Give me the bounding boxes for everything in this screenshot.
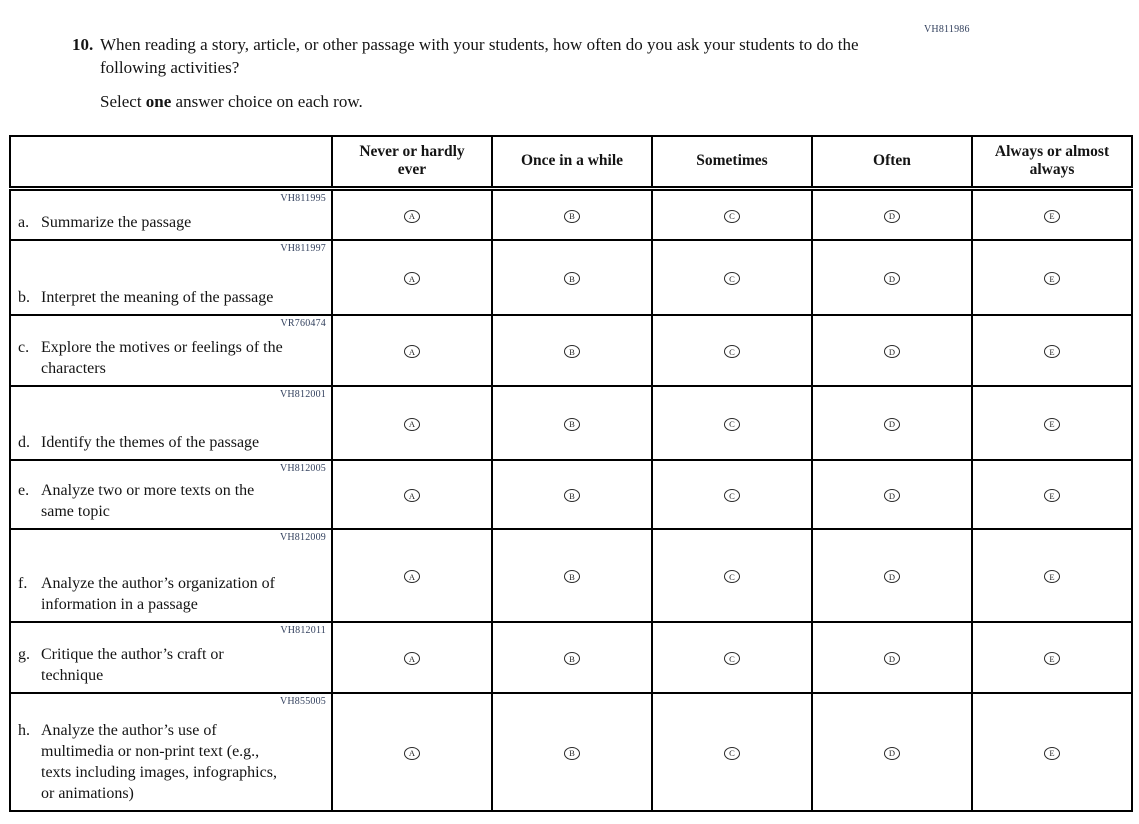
table-row bbox=[10, 529, 1132, 622]
option-cell bbox=[652, 622, 812, 693]
column-header-once-in-a-while: Once in a while bbox=[492, 136, 652, 188]
option-cell bbox=[812, 188, 972, 240]
option-cell bbox=[972, 315, 1132, 386]
table-row bbox=[10, 240, 1132, 315]
question-instruction bbox=[100, 90, 902, 113]
answer-bubble-c[interactable]: C bbox=[724, 570, 740, 583]
answer-bubble-c[interactable]: C bbox=[724, 272, 740, 285]
answer-bubble-b[interactable]: B bbox=[564, 272, 580, 285]
instruction-suffix: answer choice on each row. bbox=[171, 92, 363, 111]
answer-bubble-b[interactable]: B bbox=[564, 418, 580, 431]
response-grid bbox=[9, 135, 1133, 812]
instruction-bold-word: one bbox=[145, 92, 172, 111]
answer-bubble-a[interactable]: A bbox=[404, 210, 420, 223]
answer-bubble-e[interactable]: E bbox=[1044, 570, 1060, 583]
option-cell bbox=[812, 622, 972, 693]
option-cell bbox=[492, 240, 652, 315]
answer-bubble-b[interactable]: B bbox=[564, 210, 580, 223]
answer-bubble-a[interactable]: A bbox=[404, 747, 420, 760]
item-cell bbox=[10, 622, 332, 693]
empty-header-cell bbox=[10, 136, 332, 188]
option-cell bbox=[972, 693, 1132, 811]
answer-bubble-d[interactable]: D bbox=[884, 570, 900, 583]
option-cell bbox=[972, 529, 1132, 622]
option-cell bbox=[332, 529, 492, 622]
option-cell bbox=[972, 240, 1132, 315]
option-cell bbox=[812, 386, 972, 460]
option-cell bbox=[652, 188, 812, 240]
answer-bubble-d[interactable]: D bbox=[884, 652, 900, 665]
option-cell bbox=[332, 315, 492, 386]
option-cell bbox=[492, 529, 652, 622]
item-label: c. Explore the motives or feelings of the characters bbox=[18, 339, 283, 377]
option-cell bbox=[812, 240, 972, 315]
item-cell bbox=[10, 315, 332, 386]
answer-bubble-d[interactable]: D bbox=[884, 747, 900, 760]
option-cell bbox=[972, 188, 1132, 240]
item-code: VH811997 bbox=[280, 243, 326, 254]
option-cell bbox=[332, 386, 492, 460]
answer-bubble-a[interactable]: A bbox=[404, 570, 420, 583]
answer-bubble-c[interactable]: C bbox=[724, 210, 740, 223]
question-block bbox=[72, 33, 902, 113]
option-cell bbox=[492, 460, 652, 529]
answer-bubble-b[interactable]: B bbox=[564, 570, 580, 583]
item-cell bbox=[10, 188, 332, 240]
option-cell bbox=[652, 529, 812, 622]
item-cell bbox=[10, 693, 332, 811]
answer-bubble-e[interactable]: E bbox=[1044, 210, 1060, 223]
answer-bubble-d[interactable]: D bbox=[884, 272, 900, 285]
answer-bubble-b[interactable]: B bbox=[564, 747, 580, 760]
option-cell bbox=[492, 386, 652, 460]
header-row bbox=[10, 136, 1132, 188]
option-cell bbox=[332, 693, 492, 811]
option-cell bbox=[972, 386, 1132, 460]
column-header-never: Never or hardly ever bbox=[332, 136, 492, 188]
item-label: b. Interpret the meaning of the passage bbox=[18, 289, 274, 306]
item-code: VH855005 bbox=[279, 696, 326, 707]
answer-bubble-b[interactable]: B bbox=[564, 652, 580, 665]
answer-bubble-e[interactable]: E bbox=[1044, 345, 1060, 358]
answer-bubble-e[interactable]: E bbox=[1044, 489, 1060, 502]
item-code: VH812011 bbox=[280, 625, 326, 636]
answer-bubble-d[interactable]: D bbox=[884, 345, 900, 358]
option-cell bbox=[812, 693, 972, 811]
option-cell bbox=[652, 240, 812, 315]
answer-bubble-e[interactable]: E bbox=[1044, 272, 1060, 285]
option-cell bbox=[492, 315, 652, 386]
answer-bubble-a[interactable]: A bbox=[404, 418, 420, 431]
option-cell bbox=[492, 622, 652, 693]
answer-bubble-a[interactable]: A bbox=[404, 345, 420, 358]
answer-bubble-a[interactable]: A bbox=[404, 489, 420, 502]
item-cell bbox=[10, 529, 332, 622]
answer-bubble-d[interactable]: D bbox=[884, 210, 900, 223]
question-accession-code: VH811986 bbox=[924, 24, 970, 35]
option-cell bbox=[972, 622, 1132, 693]
item-label: f. Analyze the author’s organization of information in a passage bbox=[18, 575, 275, 613]
table-row bbox=[10, 460, 1132, 529]
table-row bbox=[10, 386, 1132, 460]
answer-bubble-b[interactable]: B bbox=[564, 345, 580, 358]
option-cell bbox=[652, 386, 812, 460]
option-cell bbox=[812, 315, 972, 386]
option-cell bbox=[972, 460, 1132, 529]
option-cell bbox=[332, 622, 492, 693]
question-number: 10. bbox=[72, 35, 94, 54]
answer-bubble-d[interactable]: D bbox=[884, 418, 900, 431]
answer-bubble-c[interactable]: C bbox=[724, 747, 740, 760]
option-cell bbox=[332, 240, 492, 315]
column-header-often: Often bbox=[812, 136, 972, 188]
item-code: VH812001 bbox=[279, 389, 326, 400]
option-cell bbox=[652, 315, 812, 386]
table-row bbox=[10, 622, 1132, 693]
option-cell bbox=[812, 460, 972, 529]
option-cell bbox=[332, 460, 492, 529]
answer-bubble-c[interactable]: C bbox=[724, 345, 740, 358]
item-cell bbox=[10, 386, 332, 460]
item-label: a. Summarize the passage bbox=[18, 214, 192, 231]
instruction-prefix: Select bbox=[100, 92, 146, 111]
answer-bubble-a[interactable]: A bbox=[404, 652, 420, 665]
column-header-always: Always or almost always bbox=[972, 136, 1132, 188]
item-label: e. Analyze two or more texts on the same topic bbox=[18, 482, 255, 520]
item-code: VR760474 bbox=[280, 318, 326, 329]
option-cell bbox=[492, 693, 652, 811]
option-cell bbox=[492, 188, 652, 240]
option-cell bbox=[652, 693, 812, 811]
answer-bubble-c[interactable]: C bbox=[724, 652, 740, 665]
table-row bbox=[10, 188, 1132, 240]
item-cell bbox=[10, 240, 332, 315]
answer-bubble-e[interactable]: E bbox=[1044, 418, 1060, 431]
item-label: g. Critique the author’s craft or technique bbox=[18, 646, 224, 684]
answer-bubble-b[interactable]: B bbox=[564, 489, 580, 502]
item-code: VH812005 bbox=[279, 463, 326, 474]
item-code: VH811995 bbox=[280, 192, 326, 204]
item-label: d. Identify the themes of the passage bbox=[18, 434, 260, 451]
table-row bbox=[10, 693, 1132, 811]
question-text: When reading a story, article, or other passage with your students, how often do you ask your students to do the following activities? bbox=[100, 35, 859, 77]
table-row bbox=[10, 315, 1132, 386]
answer-bubble-c[interactable]: C bbox=[724, 418, 740, 431]
item-label: h. Analyze the author’s use of multimedia or non-print text (e.g., texts including images, infographics, or animations) bbox=[18, 722, 277, 802]
answer-bubble-d[interactable]: D bbox=[884, 489, 900, 502]
option-cell bbox=[652, 460, 812, 529]
answer-bubble-e[interactable]: E bbox=[1044, 747, 1060, 760]
item-cell bbox=[10, 460, 332, 529]
option-cell bbox=[812, 529, 972, 622]
option-cell bbox=[332, 188, 492, 240]
answer-bubble-e[interactable]: E bbox=[1044, 652, 1060, 665]
item-code: VH812009 bbox=[279, 532, 326, 543]
answer-bubble-c[interactable]: C bbox=[724, 489, 740, 502]
column-header-sometimes: Sometimes bbox=[652, 136, 812, 188]
answer-bubble-a[interactable]: A bbox=[404, 272, 420, 285]
